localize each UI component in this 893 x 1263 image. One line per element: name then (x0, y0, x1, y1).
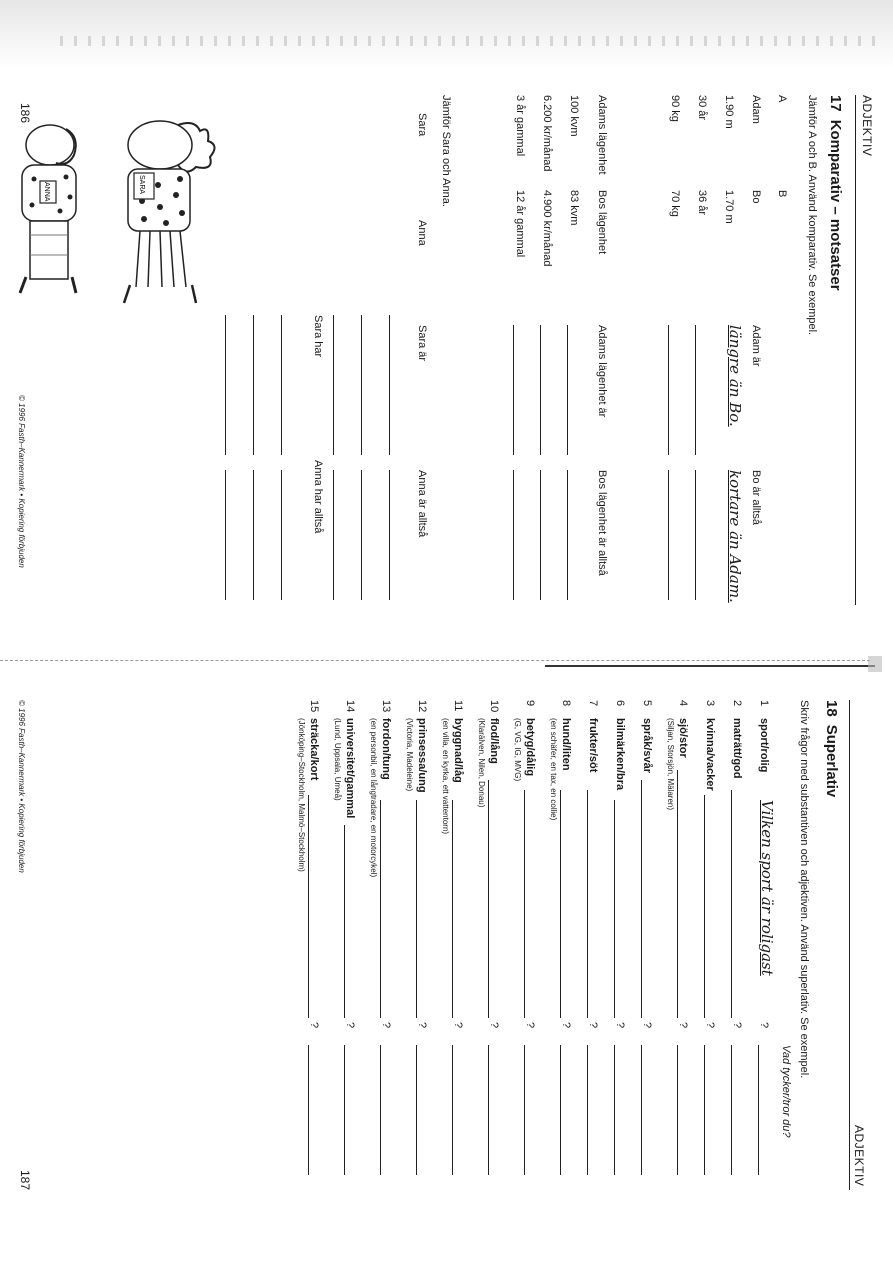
answer-line[interactable] (333, 470, 334, 600)
answer-line[interactable] (452, 800, 453, 1018)
compare-instruction: Jämför Sara och Anna. (440, 95, 452, 207)
opinion-line[interactable] (308, 1045, 309, 1175)
exercise-title (827, 95, 844, 291)
column-a-label: A (776, 95, 788, 103)
row-a-value: 1.90 m (723, 95, 735, 129)
answer-line[interactable] (281, 315, 282, 455)
row-a-value: 90 kg (669, 95, 681, 122)
page-number: 187 (18, 1170, 32, 1191)
row-b-value: 4.900 kr/månad (541, 190, 553, 267)
answer-line[interactable] (540, 470, 541, 600)
answer-line[interactable] (253, 470, 254, 600)
answer-line[interactable] (281, 470, 282, 600)
answer-line[interactable] (225, 470, 226, 600)
answer-line[interactable] (333, 315, 334, 455)
sara-illustration (70, 115, 240, 305)
anna-has: Anna har alltså (312, 460, 324, 534)
answer-line[interactable] (513, 325, 514, 455)
bag-label: SARA (138, 175, 145, 195)
row-b-value: 83 kvm (568, 190, 580, 226)
opinion-line[interactable] (524, 1045, 525, 1175)
answer-line[interactable] (668, 325, 669, 455)
row-b-value: 36 år (696, 190, 708, 216)
exercise-name: Superlativ (823, 724, 840, 798)
anna-label: Anna (416, 220, 428, 246)
opinion-line[interactable] (488, 1045, 489, 1175)
opinion-line[interactable] (416, 1045, 417, 1175)
answer-line[interactable] (524, 790, 525, 1018)
stem-b: Bos lägenhet är alltså (596, 470, 608, 576)
answer-line[interactable] (731, 790, 732, 1018)
row-b-value: 1.70 m (723, 190, 735, 224)
stem-a: Adams lägenhet är (596, 325, 608, 418)
answer-line[interactable] (567, 470, 568, 600)
answer-line[interactable] (361, 470, 362, 600)
scan-edge (0, 0, 893, 70)
stem-a: Adam är (750, 325, 762, 367)
row-a-value: 100 kvm (568, 95, 580, 137)
person-b: Bo (750, 190, 762, 204)
opinion-line[interactable] (614, 1045, 615, 1175)
flat-b: Bos lägenhet (596, 190, 608, 255)
answer-line[interactable] (587, 790, 588, 1018)
page-header: ADJEKTIV (860, 95, 874, 157)
anna-illustration (10, 115, 90, 305)
sara-has: Sara har (312, 315, 324, 358)
answer-line[interactable] (361, 315, 362, 455)
page-number: 186 (18, 103, 32, 124)
answer-line[interactable] (695, 325, 696, 455)
header-rule (855, 95, 856, 605)
answer-line[interactable] (389, 470, 390, 600)
answer-line[interactable] (253, 315, 254, 455)
opinion-line[interactable] (758, 1045, 759, 1175)
opinion-line[interactable] (641, 1045, 642, 1175)
exercise-instruction: Skriv frågor med substantiven och adjektiven. Använd superlativ. Se exempel. (798, 700, 810, 1079)
answer-line[interactable] (540, 325, 541, 455)
answer-line[interactable] (513, 470, 514, 600)
page-fold (0, 656, 893, 674)
answer-line[interactable] (614, 800, 615, 1018)
exercise-instruction: Jämför A och B. Använd komparativ. Se exempel. (806, 95, 818, 336)
row-a-value: 6.200 kr/månad (541, 95, 553, 172)
row-b-value: 12 år gammal (514, 190, 526, 258)
row-b-value: 70 kg (669, 190, 681, 217)
answer-line[interactable] (560, 790, 561, 1018)
opinion-heading: Vad tycker/tror du? (780, 1045, 792, 1138)
answer-line[interactable] (668, 470, 669, 600)
answer-line[interactable] (641, 780, 642, 1018)
column-b-label: B (776, 190, 788, 198)
row-a-value: 30 år (696, 95, 708, 121)
page-186 (10, 95, 880, 605)
copyright: © 1996 Fasth–Kannermark • Kopiering förbjuden (17, 395, 26, 568)
answer-line[interactable] (416, 800, 417, 1018)
header-rule (849, 700, 850, 1190)
answer-line[interactable] (567, 325, 568, 455)
opinion-line[interactable] (704, 1045, 705, 1175)
flat-a: Adams lägenhet (596, 95, 608, 175)
bag-label: ANNA (43, 182, 50, 202)
handwritten-answer: Vilken sport är roligast (758, 800, 776, 976)
page-header: ADJEKTIV (852, 1125, 866, 1187)
answer-line[interactable] (695, 470, 696, 600)
sara-label: Sara (416, 113, 428, 137)
opinion-line[interactable] (380, 1045, 381, 1175)
answer-line[interactable] (488, 780, 489, 1018)
row-a-value: 3 år gammal (514, 95, 526, 157)
opinion-line[interactable] (344, 1045, 345, 1175)
answer-line[interactable] (225, 315, 226, 455)
exercise-name: Komparativ – motsatser (827, 119, 844, 291)
handwritten-answer: kortare än Adam. (726, 470, 744, 603)
scan-noise (60, 36, 880, 46)
opinion-line[interactable] (452, 1045, 453, 1175)
answer-line[interactable] (308, 795, 309, 1018)
handwritten-answer: längre än Bo. (726, 325, 744, 427)
answer-line[interactable] (704, 795, 705, 1018)
anna-stem: Anna är alltså (416, 470, 428, 538)
stem-b: Bo är alltså (750, 470, 762, 526)
opinion-line[interactable] (560, 1045, 561, 1175)
page-187: 18Superlativ Skriv frågor med substantiven och adjektiven. Använd superlativ. Se exempel. Vad tycker/tror du? 1 sport/rolig Vilken sport är roligast ? 2 maträtt/god ? 3 kvinna/vacker ? 4 sjö/stor (Siljan, Storsjön, Mälaren) ? 5 språk/svår ? 6 bilmärken/bra ? 7 frukter/söt ? 8 hund/liten (en schäfer, en tax, en collie) ? 9 betyg/dålig (G, VG, IG, MVG) ? 10 flod/lång (Klarälven, Nilen, Donau) ? 11 byggnad/låg (en villa, en kyrka, ett vattentorn) ? 12 prinsessa/ung (Victoria, Madeleine) ? 13 fordon/tung (en personbil, en långtradare, en motorcykel) ? 14 universitet/gammal (Lund, Uppsala, Umeå) ? 15 sträcka/kort (Jönköping–Stockholm, Malmö–Stockholm) ? © 1996 Fasth–Kannermark • Kopiering förbjuden ADJEKTIV 187 (17, 700, 866, 1191)
answer-line[interactable] (677, 770, 678, 1018)
answer-line[interactable] (344, 825, 345, 1018)
exercise-number: 18 (823, 700, 840, 717)
copyright: © 1996 Fasth–Kannermark • Kopiering förbjuden (17, 700, 26, 873)
opinion-line[interactable] (677, 1045, 678, 1175)
exercise-title (823, 700, 840, 797)
opinion-line[interactable] (731, 1045, 732, 1175)
opinion-line[interactable] (587, 1045, 588, 1175)
answer-line[interactable] (380, 800, 381, 1018)
person-a: Adam (750, 95, 762, 124)
exercise-number: 17 (827, 95, 844, 112)
answer-line[interactable] (389, 315, 390, 455)
sara-stem: Sara är (416, 325, 428, 362)
